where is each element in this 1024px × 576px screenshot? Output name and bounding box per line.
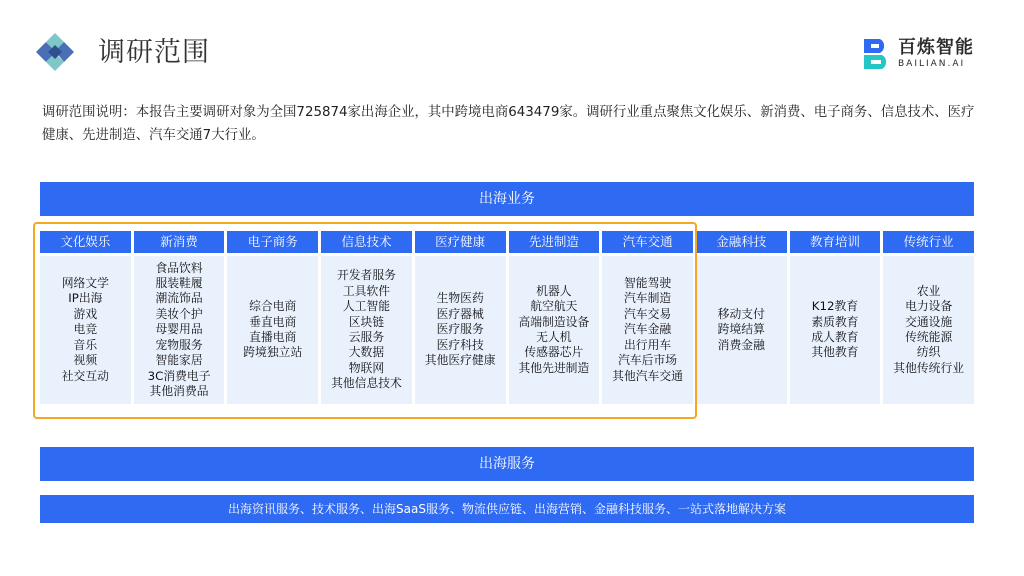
category-item: 音乐 [73,337,98,352]
category-item: 电力设备 [905,299,953,314]
category-item: 跨境独立站 [243,345,303,360]
category-item: 大数据 [348,345,385,360]
category-header: 金融科技 [696,231,787,253]
category-item: 汽车金融 [623,322,672,337]
category-items [696,256,787,404]
category-item: 智能驾驶 [623,276,672,291]
category-header: 教育培训 [790,231,881,253]
category-column [790,231,881,404]
category-item: 其他先进制造 [518,360,590,375]
category-item: 高端制造设备 [518,314,590,329]
category-column [227,231,318,404]
category-item: 服装鞋履 [155,276,203,291]
category-item: 母婴用品 [155,322,203,337]
category-item: 汽车制造 [623,291,672,306]
category-item: 航空航天 [530,299,578,314]
category-item: 综合电商 [249,299,297,314]
category-item: 潮流饰品 [155,291,203,306]
category-header: 新消费 [134,231,225,253]
category-column [40,231,131,404]
category-item: 社交互动 [61,368,109,383]
category-column [696,231,787,404]
category-item: 交通设施 [905,314,953,329]
category-item: 开发者服务 [336,268,396,283]
category-item: IP出海 [68,291,103,306]
category-item: 其他教育 [811,345,859,360]
category-item: 出行用车 [623,337,672,352]
brand-logo [862,36,974,72]
category-item: K12教育 [811,299,859,314]
category-item: 其他汽车交通 [612,368,683,383]
category-item: 医疗器械 [436,306,484,321]
category-item: 机器人 [536,283,572,298]
category-item: 其他传统行业 [893,360,965,375]
category-item: 美妆个护 [155,306,203,321]
page-title: 调研范围 [98,37,210,68]
category-header: 先进制造 [509,231,600,253]
category-column [602,231,693,404]
category-column [415,231,506,404]
category-item: 农业 [916,283,941,298]
category-column [509,231,600,404]
category-column [883,231,974,404]
category-header: 医疗健康 [415,231,506,253]
category-items [790,256,881,404]
category-item: 物联网 [348,360,385,375]
brand-b-icon [862,37,894,71]
category-item: 智能家居 [155,353,203,368]
category-item: 无人机 [536,330,572,344]
service-list: 出海资讯服务、技术服务、出海SaaS服务、物流供应链、出海营销、金融科技服务、一站式落地解决方案 [40,495,974,523]
category-item: 汽车后市场 [618,353,678,368]
category-item: 3C消费电子 [147,368,211,383]
category-item: 网络文学 [61,276,109,291]
category-header: 信息技术 [321,231,412,253]
category-header: 传统行业 [883,231,974,253]
category-item: 其他消费品 [149,383,209,398]
category-column [321,231,412,404]
category-item: 视频 [73,353,98,368]
category-item: 电竞 [73,322,98,337]
category-header: 文化娱乐 [40,231,131,253]
category-item: 垂直电商 [249,314,297,329]
scope-description: 调研范围说明：本报告主要调研对象为全国725874家出海企业，其中跨境电商643479家。调研行业重点聚焦文化娱乐、新消费、电子商务、信息技术、医疗健康、先进制造、汽车交通7大行业。 [42,105,975,143]
category-item: 素质教育 [811,314,859,329]
category-item: 人工智能 [342,299,391,314]
category-header: 电子商务 [227,231,318,253]
category-header: 汽车交通 [602,231,693,253]
category-item: 传统能源 [905,330,953,344]
category-items [134,256,225,404]
category-items [321,256,412,404]
category-item: 纺织 [916,345,941,360]
category-item: 跨境结算 [717,322,765,337]
business-bar: 出海业务 [40,182,974,216]
category-item: 消费金融 [717,337,765,352]
category-items [509,256,600,404]
category-column [134,231,225,404]
category-grid [40,231,974,404]
category-item: 其他医疗健康 [424,353,496,368]
category-items [227,256,318,404]
category-item: 游戏 [73,306,98,321]
brand-name-cn: 百炼智能 [898,37,974,58]
category-item: 生物医药 [436,291,484,306]
service-bar: 出海服务 [40,447,974,481]
category-item: 工具软件 [342,283,391,298]
category-item: 汽车交易 [623,306,672,321]
category-items [602,256,693,404]
category-items [883,256,974,404]
category-item: 云服务 [348,330,385,344]
category-item: 直播电商 [249,330,297,344]
category-item: 其他信息技术 [331,376,402,391]
category-item: 食品饮料 [155,260,203,275]
category-items [40,256,131,404]
category-item: 医疗服务 [436,322,484,337]
category-item: 成人教育 [811,330,859,344]
category-item: 区块链 [348,314,385,329]
category-item: 医疗科技 [436,337,484,352]
category-item: 宠物服务 [155,337,203,352]
category-item: 移动支付 [717,306,765,321]
logo-mark-icon [34,32,76,72]
brand-name-en: BAILIAN.AI [898,59,966,69]
category-items [415,256,506,404]
category-item: 传感器芯片 [524,345,584,360]
